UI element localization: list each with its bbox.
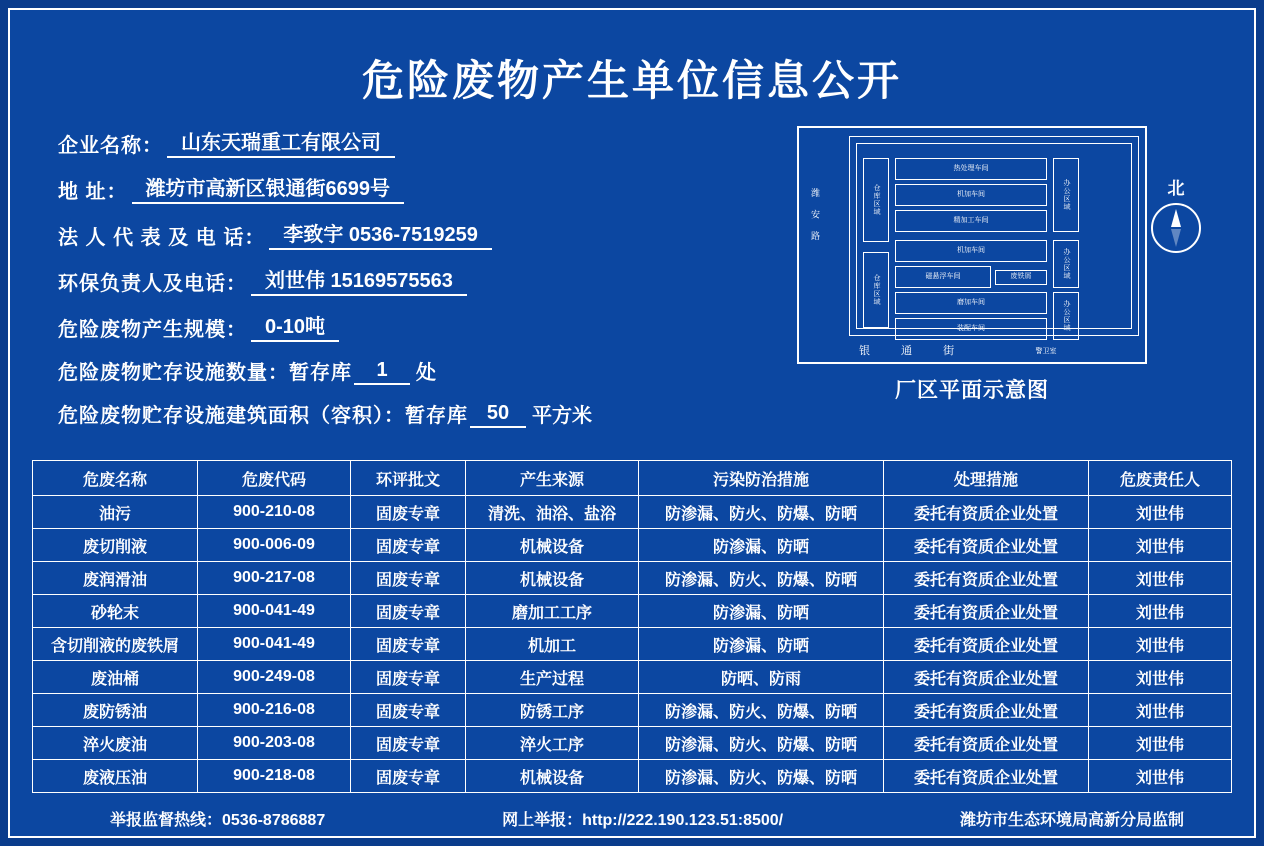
table-header-row xyxy=(33,461,1232,496)
cell-code: 900-203-08 xyxy=(198,727,351,760)
plan-block-office-1: 办公区域 xyxy=(1053,158,1079,232)
info-label: 法 人 代 表 及 电 话： xyxy=(58,227,266,249)
table-row xyxy=(33,694,1232,727)
plan-block-machining-1: 机加车间 xyxy=(895,184,1047,206)
info-label: 企业名称： xyxy=(58,135,163,157)
info-row xyxy=(58,126,738,158)
cell-treatment: 委托有资质企业处置 xyxy=(884,760,1089,793)
road-label-left: 潍 安 路 xyxy=(810,188,820,246)
plan-block-office-3: 办公区域 xyxy=(1053,292,1079,340)
cell-treatment: 委托有资质企业处置 xyxy=(884,595,1089,628)
plan-block-maglev-workshop: 磁悬浮车间 xyxy=(895,266,991,288)
cell-code: 900-216-08 xyxy=(198,694,351,727)
hazardous-waste-table xyxy=(32,460,1232,793)
cell-eia: 固废专章 xyxy=(351,694,466,727)
info-row xyxy=(58,218,738,250)
table-row xyxy=(33,496,1232,529)
column-header-prevention: 污染防治措施 xyxy=(639,461,884,496)
info-row xyxy=(58,399,738,428)
info-row xyxy=(58,172,738,204)
cell-name: 废液压油 xyxy=(33,760,198,793)
plan-block-office-2: 办公区域 xyxy=(1053,240,1079,288)
cell-responsible: 刘世伟 xyxy=(1089,661,1232,694)
cell-eia: 固废专章 xyxy=(351,529,466,562)
upper-section xyxy=(10,126,1254,442)
cell-responsible: 刘世伟 xyxy=(1089,727,1232,760)
cell-source: 机械设备 xyxy=(466,529,639,562)
info-label: 地 址： xyxy=(58,181,128,203)
info-value: 潍坊市高新区银通街6699号 xyxy=(132,172,405,204)
cell-source: 机加工 xyxy=(466,628,639,661)
info-label: 危险废物贮存设施数量：暂存库 xyxy=(58,362,352,384)
cell-responsible: 刘世伟 xyxy=(1089,628,1232,661)
info-row xyxy=(58,310,738,342)
cell-eia: 固废专章 xyxy=(351,661,466,694)
cell-responsible: 刘世伟 xyxy=(1089,529,1232,562)
cell-prevention: 防渗漏、防火、防爆、防晒 xyxy=(639,496,884,529)
cell-name: 废润滑油 xyxy=(33,562,198,595)
cell-source: 磨加工工序 xyxy=(466,595,639,628)
table-row xyxy=(33,562,1232,595)
cell-code: 900-041-49 xyxy=(198,628,351,661)
plan-block-guard-room: 警卫室 xyxy=(1035,347,1057,355)
cell-eia: 固废专章 xyxy=(351,496,466,529)
page-title: 危险废物产生单位信息公开 xyxy=(361,57,902,104)
cell-code: 900-217-08 xyxy=(198,562,351,595)
cell-name: 废油桶 xyxy=(33,661,198,694)
cell-responsible: 刘世伟 xyxy=(1089,760,1232,793)
compass-needle-icon xyxy=(1151,203,1201,253)
info-label: 危险废物贮存设施建筑面积（容积）：暂存库 xyxy=(58,405,468,427)
table-row xyxy=(33,628,1232,661)
cell-treatment: 委托有资质企业处置 xyxy=(884,529,1089,562)
cell-eia: 固废专章 xyxy=(351,562,466,595)
cell-eia: 固废专章 xyxy=(351,595,466,628)
road-label-bottom: 银 通 街 xyxy=(859,345,969,357)
column-header-treatment: 处理措施 xyxy=(884,461,1089,496)
cell-treatment: 委托有资质企业处置 xyxy=(884,694,1089,727)
information-board xyxy=(8,8,1256,838)
cell-name: 废防锈油 xyxy=(33,694,198,727)
cell-code: 900-218-08 xyxy=(198,760,351,793)
info-label: 危险废物产生规模： xyxy=(58,319,247,341)
table-row xyxy=(33,727,1232,760)
cell-name: 油污 xyxy=(33,496,198,529)
info-label: 环保负责人及电话： xyxy=(58,273,247,295)
cell-code: 900-006-09 xyxy=(198,529,351,562)
plan-block-assembly: 装配车间 xyxy=(895,318,1047,340)
site-plan-caption: 厂区平面示意图 xyxy=(895,379,1049,402)
cell-name: 废切削液 xyxy=(33,529,198,562)
cell-prevention: 防渗漏、防火、防爆、防晒 xyxy=(639,760,884,793)
cell-eia: 固废专章 xyxy=(351,760,466,793)
footer-online-report: 网上举报：http://222.190.123.51:8500/ xyxy=(502,812,784,829)
cell-code: 900-249-08 xyxy=(198,661,351,694)
cell-source: 淬火工序 xyxy=(466,727,639,760)
plan-block-warehouse-2: 仓库区域 xyxy=(863,252,889,328)
cell-prevention: 防渗漏、防火、防爆、防晒 xyxy=(639,694,884,727)
column-header-name: 危废名称 xyxy=(33,461,198,496)
info-unit: 平方米 xyxy=(532,405,592,427)
company-info-list xyxy=(38,126,738,442)
footer-agency: 潍坊市生态环境局高新分局监制 xyxy=(959,812,1184,829)
cell-treatment: 委托有资质企业处置 xyxy=(884,661,1089,694)
cell-source: 机械设备 xyxy=(466,562,639,595)
info-value: 1 xyxy=(354,359,410,385)
cell-treatment: 委托有资质企业处置 xyxy=(884,727,1089,760)
info-row xyxy=(58,356,738,385)
info-value: 山东天瑞重工有限公司 xyxy=(167,126,395,158)
cell-source: 生产过程 xyxy=(466,661,639,694)
column-header-responsible: 危废责任人 xyxy=(1089,461,1232,496)
table-row xyxy=(33,760,1232,793)
info-value: 0-10吨 xyxy=(251,310,339,342)
plan-block-scrap-iron: 废铁屑 xyxy=(995,270,1047,285)
plan-block-warehouse-1: 仓库区域 xyxy=(863,158,889,242)
info-value: 刘世伟 15169575563 xyxy=(251,264,467,296)
site-plan-section xyxy=(738,126,1226,442)
footer xyxy=(10,793,1254,830)
info-unit: 处 xyxy=(416,362,436,384)
plan-block-fine-machining: 精加工车间 xyxy=(895,210,1047,232)
cell-responsible: 刘世伟 xyxy=(1089,694,1232,727)
cell-prevention: 防渗漏、防火、防爆、防晒 xyxy=(639,727,884,760)
cell-source: 清洗、油浴、盐浴 xyxy=(466,496,639,529)
footer-hotline: 举报监督热线：0536-8786887 xyxy=(110,812,326,829)
cell-name: 砂轮末 xyxy=(33,595,198,628)
cell-code: 900-210-08 xyxy=(198,496,351,529)
cell-eia: 固废专章 xyxy=(351,628,466,661)
site-plan-map xyxy=(797,126,1147,364)
table-row xyxy=(33,595,1232,628)
table-row xyxy=(33,529,1232,562)
cell-prevention: 防渗漏、防晒 xyxy=(639,529,884,562)
compass-north-label: 北 xyxy=(1167,179,1185,198)
cell-prevention: 防渗漏、防晒 xyxy=(639,628,884,661)
cell-responsible: 刘世伟 xyxy=(1089,562,1232,595)
column-header-source: 产生来源 xyxy=(466,461,639,496)
cell-treatment: 委托有资质企业处置 xyxy=(884,496,1089,529)
cell-treatment: 委托有资质企业处置 xyxy=(884,562,1089,595)
info-row xyxy=(58,264,738,296)
cell-name: 淬火废油 xyxy=(33,727,198,760)
cell-responsible: 刘世伟 xyxy=(1089,496,1232,529)
info-value: 李致宇 0536-7519259 xyxy=(269,218,492,250)
plan-block-heat-treatment: 热处理车间 xyxy=(895,158,1047,180)
cell-code: 900-041-49 xyxy=(198,595,351,628)
info-value: 50 xyxy=(470,402,526,428)
plan-block-machining-2: 机加车间 xyxy=(895,240,1047,262)
cell-responsible: 刘世伟 xyxy=(1089,595,1232,628)
plan-block-grinding: 磨加车间 xyxy=(895,292,1047,314)
column-header-eia: 环评批文 xyxy=(351,461,466,496)
cell-name: 含切削液的废铁屑 xyxy=(33,628,198,661)
cell-prevention: 防渗漏、防晒 xyxy=(639,595,884,628)
cell-eia: 固废专章 xyxy=(351,727,466,760)
compass-icon xyxy=(1148,174,1204,253)
cell-source: 防锈工序 xyxy=(466,694,639,727)
cell-prevention: 防晒、防雨 xyxy=(639,661,884,694)
cell-prevention: 防渗漏、防火、防爆、防晒 xyxy=(639,562,884,595)
column-header-code: 危废代码 xyxy=(198,461,351,496)
table-row xyxy=(33,661,1232,694)
cell-treatment: 委托有资质企业处置 xyxy=(884,628,1089,661)
cell-source: 机械设备 xyxy=(466,760,639,793)
